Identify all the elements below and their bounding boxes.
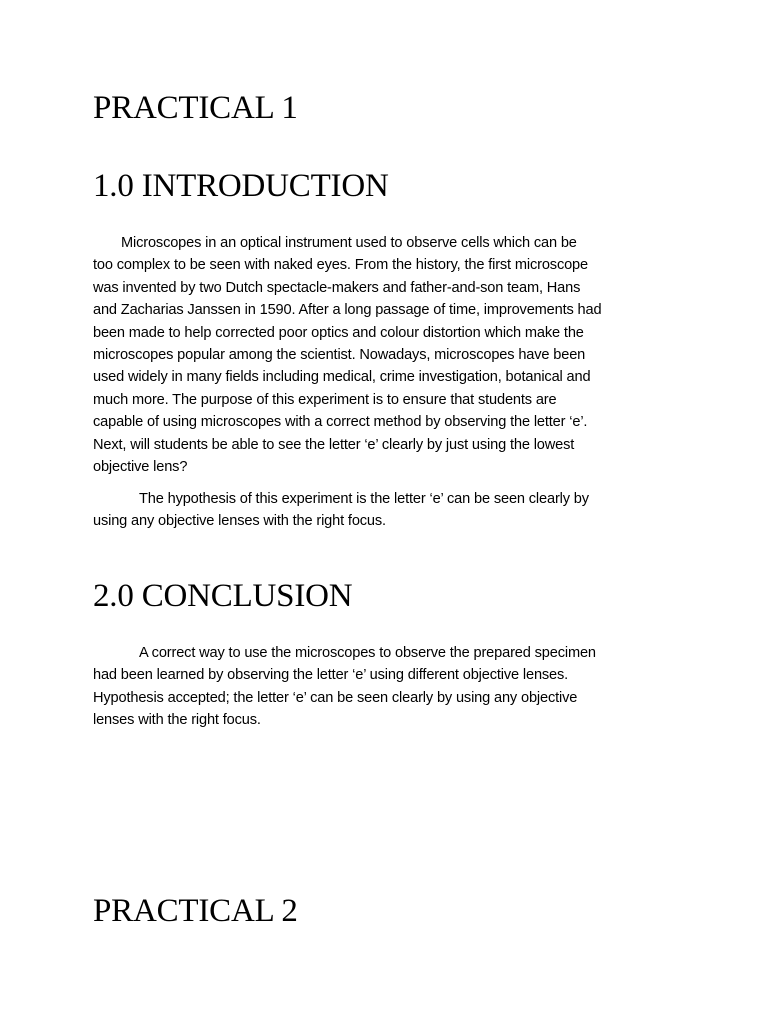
text-line: Microscopes in an optical instrument used to observe cells which can be — [121, 235, 577, 251]
practical-2-title: PRACTICAL 2 — [93, 893, 298, 929]
hypothesis-paragraph — [93, 488, 676, 533]
text-line: lenses with the right focus. — [93, 712, 261, 729]
text-line: microscopes popular among the scientist. Nowadays, microscopes have been — [93, 347, 586, 364]
text-line: using any objective lenses with the right focus. — [93, 513, 386, 530]
text-line: Hypothesis accepted; the letter ‘e’ can be seen clearly by using any objective — [93, 689, 578, 706]
text-line: used widely in many fields including medical, crime investigation, botanical and — [93, 369, 591, 386]
text-line: objective lens? — [93, 459, 188, 476]
conclusion-heading: 2.0 CONCLUSION — [93, 578, 353, 614]
text-line: was invented by two Dutch spectacle-makers and father-and-son team, Hans — [93, 279, 581, 296]
conclusion-paragraph — [93, 642, 676, 732]
text-line: and Zacharias Janssen in 1590. After a long passage of time, improvements had — [93, 302, 602, 319]
text-line: had been learned by observing the letter ‘e’ using different objective lenses. — [93, 667, 569, 684]
text-line: A correct way to use the microscopes to observe the prepared specimen — [139, 645, 596, 661]
text-line: been made to help corrected poor optics and colour distortion which make the — [93, 324, 584, 341]
text-line: much more. The purpose of this experiment is to ensure that students are — [93, 391, 557, 408]
text-line: The hypothesis of this experiment is the letter ‘e’ can be seen clearly by — [139, 491, 589, 507]
text-line: capable of using microscopes with a correct method by observing the letter ‘e’. — [93, 414, 588, 431]
text-line: Next, will students be able to see the letter ‘e’ clearly by just using the lowest — [93, 436, 575, 453]
practical-1-title: PRACTICAL 1 — [93, 90, 298, 126]
introduction-heading: 1.0 INTRODUCTION — [93, 168, 389, 204]
introduction-paragraph-1 — [93, 232, 676, 478]
text-line: too complex to be seen with naked eyes. From the history, the first microscope — [93, 257, 588, 274]
